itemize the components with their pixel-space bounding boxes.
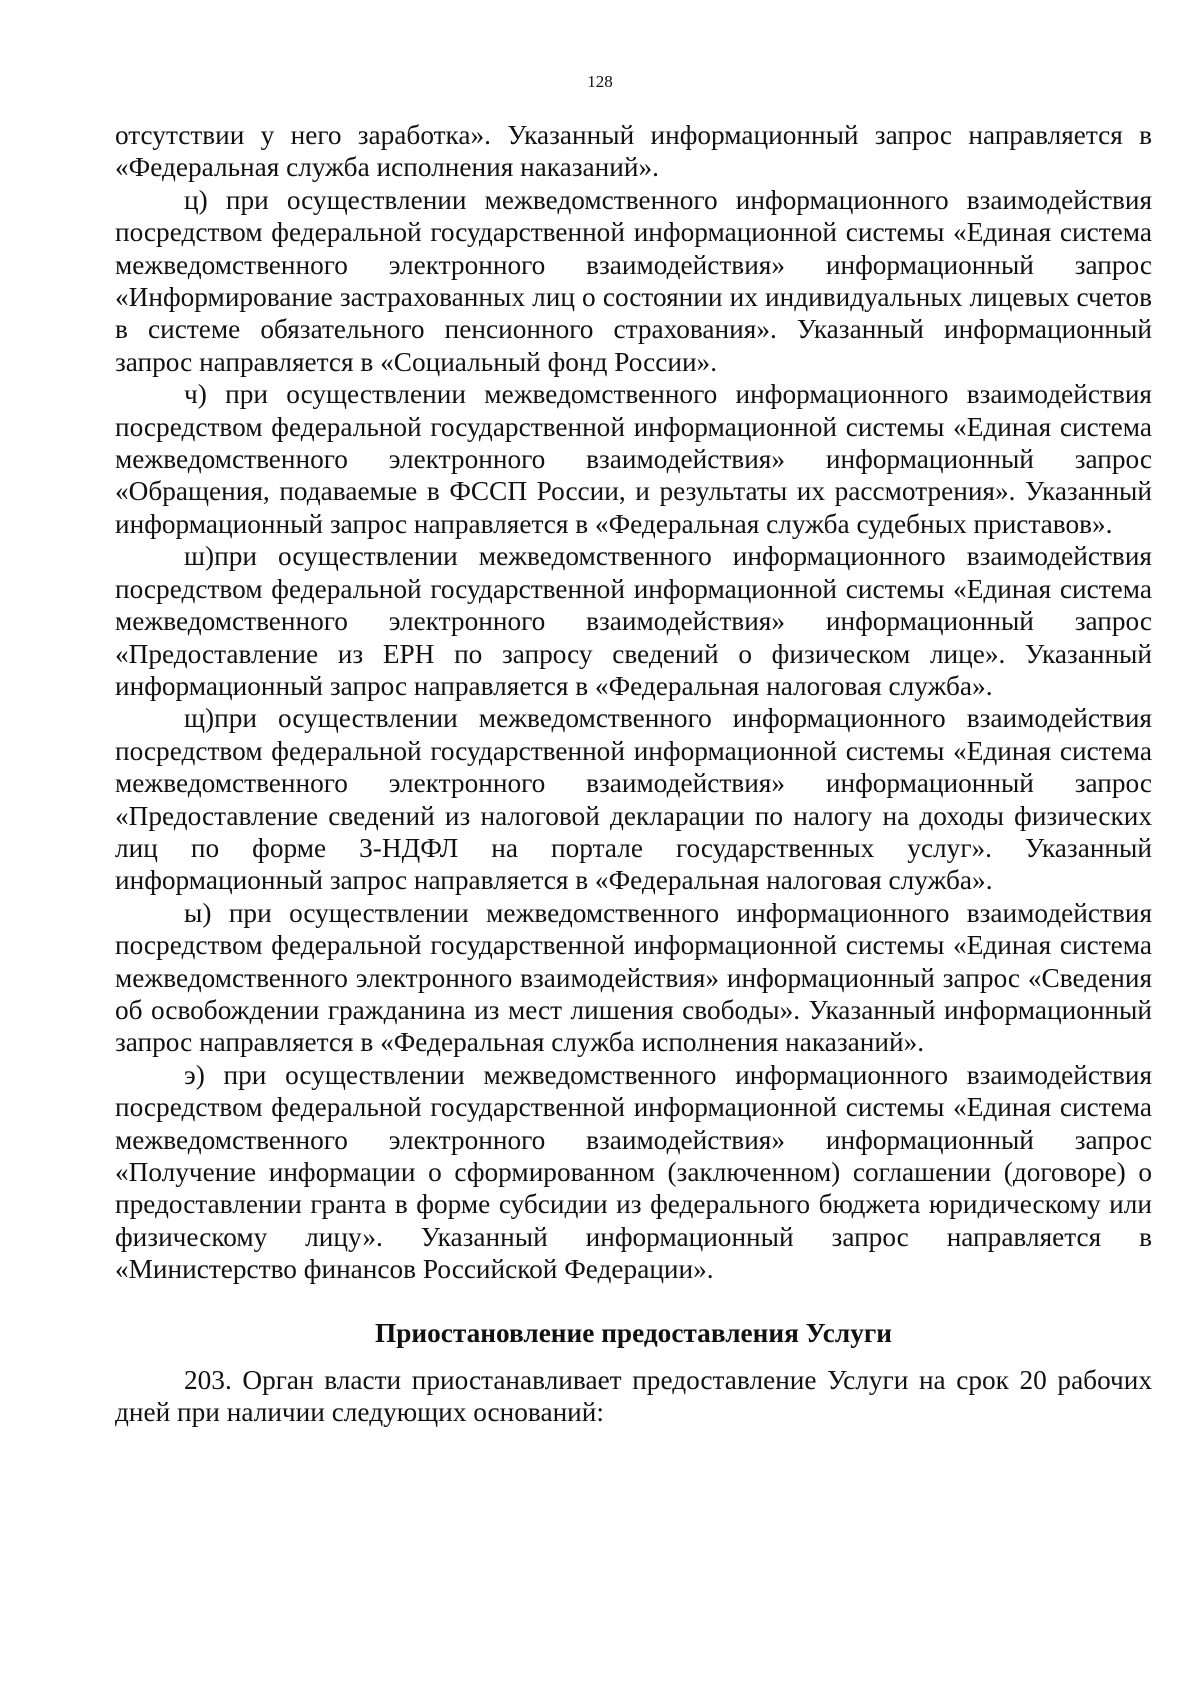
paragraph-203: 203. Орган власти приостанавливает предоставление Услуги на срок 20 рабочих дней при наличии следующих оснований: <box>115 1364 1152 1428</box>
paragraph-item-ch: ч) при осуществлении межведомственного информационного взаимодействия посредством федеральной государственной информационной системы «Единая система межведомственного электронного взаимодействия» информационный запрос «Обращения, подаваемые в ФССП России, и результаты их рассмотрения». Указанный информационный запрос направляется в «Федеральная служба судебных приставов». <box>115 379 1152 539</box>
paragraph-item-ts: ц) при осуществлении межведомственного информационного взаимодействия посредством федеральной государственной информационной системы «Единая система межведомственного электронного взаимодействия» информационный запрос «Информирование застрахованных лиц о состоянии их индивидуальных лицевых счетов в системе обязательного пенсионного страхования». Указанный информационный запрос направляется в «Социальный фонд России». <box>115 184 1152 377</box>
section-heading: Приостановление предоставления Услуги <box>375 1317 892 1348</box>
paragraph-item-sh: ш)при осуществлении межведомственного информационного взаимодействия посредством федеральной государственной информационной системы «Единая система межведомственного электронного взаимодействия» информационный запрос «Предоставление из ЕРН по запросу сведений о физическом лице». Указанный информационный запрос направляется в «Федеральная налоговая служба». <box>115 541 1152 701</box>
paragraph-continuation: отсутствии у него заработка». Указанный информационный запрос направляется в «Федеральная служба исполнения наказаний». <box>115 120 1152 183</box>
document-body <box>115 119 1152 1428</box>
page-number: 128 <box>587 72 613 91</box>
paragraph-item-e: э) при осуществлении межведомственного информационного взаимодействия посредством федеральной государственной информационной системы «Единая система межведомственного электронного взаимодействия» информационный запрос «Получение информации о сформированном (заключенном) соглашении (договоре) о предоставлении гранта в форме субсидии из федерального бюджета юридическому или физическому лицу». Указанный информационный запрос направляется в «Министерство финансов Российской Федерации». <box>115 1059 1152 1285</box>
paragraph-item-shch: щ)при осуществлении межведомственного информационного взаимодействия посредством федеральной государственной информационной системы «Единая система межведомственного электронного взаимодействия» информационный запрос «Предоставление сведений из налоговой декларации по налогу на доходы физических лиц по форме 3-НДФЛ на портале государственных услуг». Указанный информационный запрос направляется в «Федеральная налоговая служба». <box>115 703 1152 896</box>
paragraph-item-y: ы) при осуществлении межведомственного информационного взаимодействия посредством федеральной государственной информационной системы «Единая система межведомственного электронного взаимодействия» информационный запрос «Сведения об освобождении гражданина из мест лишения свободы». Указанный информационный запрос направляется в «Федеральная служба исполнения наказаний». <box>115 897 1152 1058</box>
